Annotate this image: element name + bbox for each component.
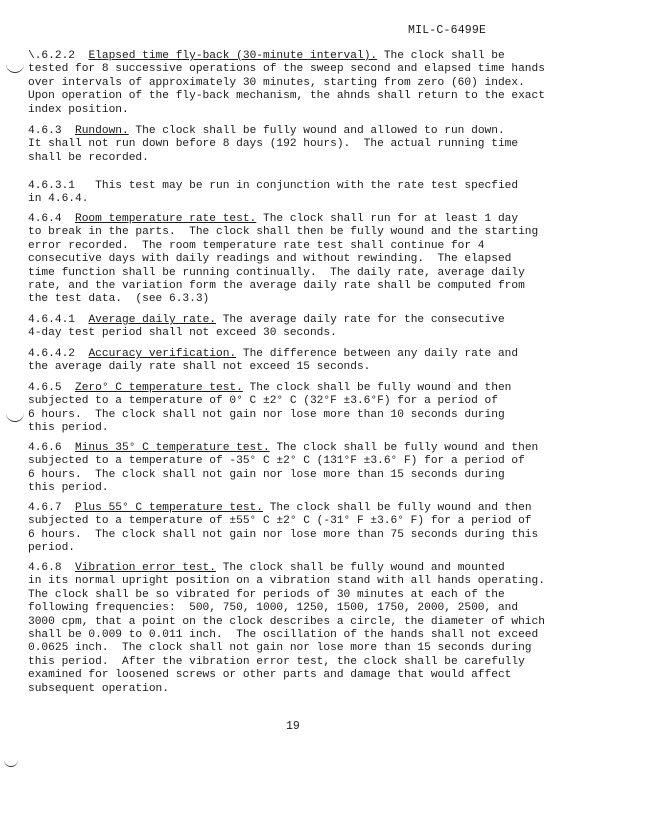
margin-mark [6,64,24,73]
paragraph-title: Zero° C temperature test. [75,382,243,394]
paragraph-line: The clock shall be fully wound and then [242,382,512,394]
paragraph-line: the average daily rate shall not exceed 15 seconds. [28,361,371,374]
paragraph-number: 4.6.4 [28,213,75,225]
paragraph-line: subjected to a temperature of 0° C ±2° C (32°F ±3.6°F) for a period of [28,395,498,408]
paragraph-4-6-4-2 [28,348,628,375]
paragraph-4-6-4-1 [28,314,628,341]
paragraph-line: examined for loosened screws or other parts and damage that would affect [28,669,512,682]
paragraph-title: Rundown. [75,125,129,137]
paragraph-line: 6 hours. The clock shall not gain nor lose more than 10 seconds during [28,408,505,421]
paragraph-4-6-4 [28,213,628,307]
margin-mark [4,758,18,767]
paragraph-line: consecutive days with daily readings and without rewinding. The elapsed [28,253,512,266]
paragraph-line: in its normal upright position on a vibration stand with all hands operating. [28,575,545,588]
paragraph-4-6-8 [28,562,628,696]
paragraph-title: Accuracy verification. [88,348,237,360]
paragraph-number: 4.6.5 [28,382,75,394]
paragraph-line: The difference between any daily rate and [236,348,519,360]
paragraph-line: index position. [28,103,129,116]
document-id: MIL-C-6499E [408,24,487,37]
paragraph-title: Plus 55° C temperature test. [75,502,263,514]
paragraph-line: It shall not run down before 8 days (192 hours). The actual running time [28,138,519,151]
paragraph-title: Average daily rate. [88,314,216,326]
paragraph-line: 0.0625 inch. The clock shall not gain nor lose more than 15 seconds during [28,642,532,655]
paragraph-line: tested for 8 successive operations of the sweep second and elapsed time hands [28,63,545,76]
paragraph-title: Vibration error test. [75,562,216,574]
paragraph-line: This test may be run in conjunction with the rate test specfied [88,180,519,192]
paragraph-line: The clock shall be fully wound and allowed to run down. [128,125,505,137]
paragraph-line: this period. [28,482,109,495]
paragraph--6-2-2 [28,50,628,117]
paragraph-number: 4.6.6 [28,442,75,454]
paragraph-line: The clock shall run for at least 1 day [256,213,519,225]
paragraph-line: The clock shall be fully wound and then [262,502,532,514]
paragraph-line: 3000 cpm, that a point on the clock describes a circle, the diameter of which [28,615,545,628]
paragraph-line: The clock shall be fully wound and mounted [216,562,505,574]
paragraph-line: time function shall be running continually. The daily rate, average daily [28,266,525,279]
paragraph-line: subjected to a temperature of ±55° C ±2° C (-31° F ±3.6° F) for a period of [28,515,532,528]
paragraph-line: subjected to a temperature of -35° C ±2° C (131°F ±3.6° F) for a period of [28,455,525,468]
page-number: 19 [286,720,300,733]
paragraph-line: following frequencies: 500, 750, 1000, 1250, 1500, 1750, 2000, 2500, and [28,602,519,615]
paragraph-title: Elapsed time fly-back (30-minute interval). [88,50,378,62]
paragraph-line: 6 hours. The clock shall not gain nor lose more than 75 seconds during this [28,528,539,541]
paragraph-line: rate, and the variation form the average daily rate shall be computed from [28,280,525,293]
paragraph-line: The clock shall be fully wound and then [269,442,539,454]
paragraph-number: 4.6.7 [28,502,75,514]
paragraph-line: shall be 0.009 to 0.011 inch. The oscillation of the hands shall not exceed [28,629,539,642]
paragraph-number: 4.6.4.1 [28,314,89,326]
paragraph-4-6-6 [28,442,628,496]
paragraph-line: 6 hours. The clock shall not gain nor lose more than 15 seconds during [28,468,505,481]
paragraph-line: shall be recorded. [28,151,149,164]
paragraph-title: Room temperature rate test. [75,213,257,225]
paragraph-number: 4.6.8 [28,562,75,574]
paragraph-title: Minus 35° C temperature test. [75,442,270,454]
paragraph-line: over intervals of approximately 30 minutes, starting from zero (60) index. [28,76,525,89]
paragraph-line: this period. After the vibration error test, the clock shall be carefully [28,655,525,668]
paragraph-line: 4-day test period shall not exceed 30 seconds. [28,327,337,340]
paragraph-4-6-3-1 [28,180,628,207]
paragraph-line: The clock shall be [377,50,505,62]
paragraph-4-6-7 [28,502,628,556]
paragraph-number: \.6.2.2 [28,50,89,62]
paragraph-line: in 4.6.4. [28,193,89,206]
paragraph-4-6-5 [28,382,628,436]
paragraph-line: The average daily rate for the consecutive [216,314,505,326]
paragraph-line: the test data. (see 6.3.3) [28,293,210,306]
paragraph-number: 4.6.3 [28,125,75,137]
paragraph-number: 4.6.4.2 [28,348,89,360]
paragraph-line: The clock shall be so vibrated for periods of 30 minutes at each of the [28,588,505,601]
margin-mark [6,413,24,422]
paragraph-line: error recorded. The room temperature rate test shall continue for 4 [28,239,485,252]
paragraph-line: to break in the parts. The clock shall then be fully wound and the starting [28,226,539,239]
paragraph-line: subsequent operation. [28,682,169,695]
paragraph-number: 4.6.3.1 [28,180,89,192]
paragraph-line: period. [28,542,75,555]
paragraph-line: Upon operation of the fly-back mechanism, the ahnds shall return to the exact [28,90,545,103]
paragraph-line: this period. [28,422,109,435]
paragraph-4-6-3 [28,125,628,165]
